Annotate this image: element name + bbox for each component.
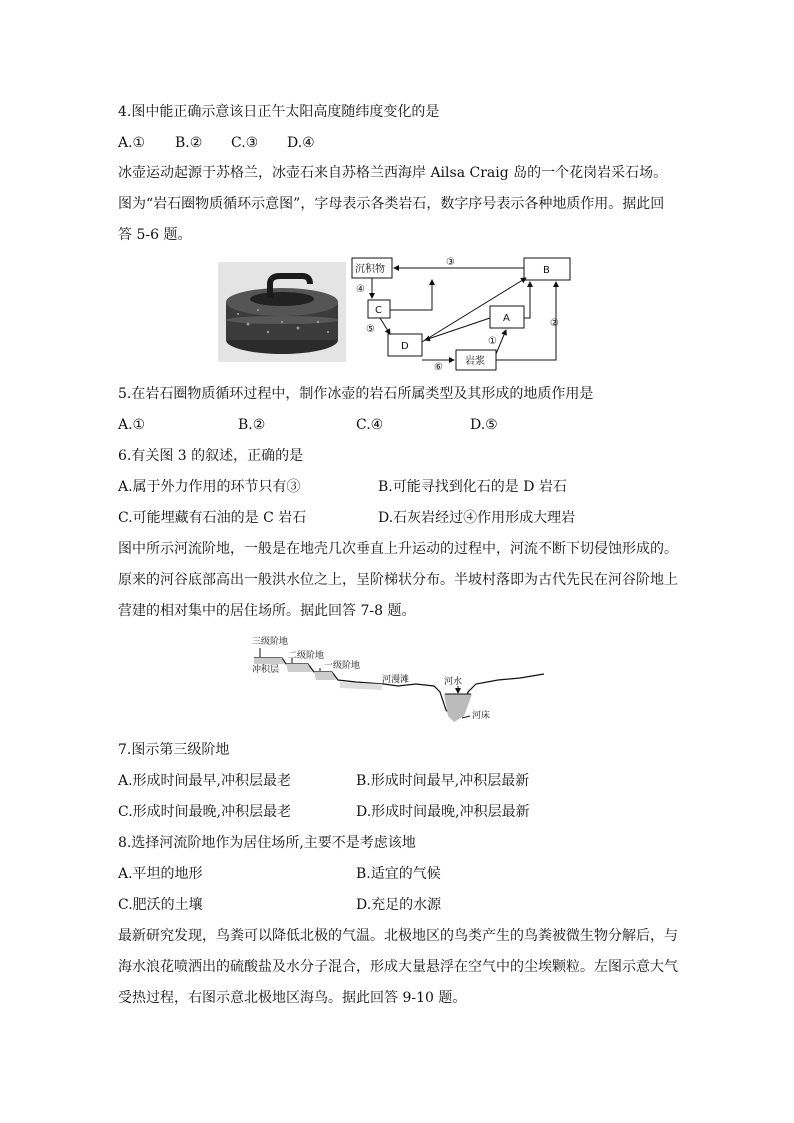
- intro-5-6: 冰壶运动起源于苏格兰，冰壶石来自苏格兰西海岸 Ailsa Craig 岛的一个花岗岩采石场。图为“岩石圈物质循环示意图”，字母表示各类岩石，数字序号表示各种地质作用。据此回答 5-6 题。: [118, 165, 668, 243]
- q8-stem: 8.选择河流阶地作为居住场所,主要不是考虑该地: [118, 835, 416, 851]
- q7-option-d: D.形成时间最晚,冲积层最新: [356, 804, 530, 820]
- label-sediment: 沉积物: [355, 264, 385, 275]
- label-terrace-2: 二级阶地: [288, 651, 325, 661]
- label-c: C: [375, 305, 382, 316]
- label-a: A: [503, 313, 510, 324]
- curling-stone-image: [218, 262, 346, 362]
- river-terrace-diagram: [248, 632, 548, 732]
- label-water: 河水: [444, 677, 463, 687]
- label-n6: ⑥: [434, 362, 443, 372]
- q5-option-a: A.①: [118, 417, 146, 433]
- label-b: B: [543, 265, 550, 276]
- label-d: D: [401, 341, 409, 352]
- q8-option-c: C.肥沃的土壤: [118, 897, 203, 913]
- q7-option-c: C.形成时间最晚,冲积层最老: [118, 804, 292, 820]
- label-n3: ③: [446, 257, 455, 268]
- intro-7-8: 图中所示河流阶地，一般是在地壳几次垂直上升运动的过程中，河流不断下切侵蚀形成的。原来的河谷底部高出一般洪水位之上，呈阶梯状分布。半坡村落即为古代先民在河谷阶地上营建的相对集中的居住场所。据此回答 7-8 题。: [118, 541, 678, 619]
- q6-option-a: A.属于外力作用的环节只有③: [118, 479, 301, 495]
- label-magma: 岩浆: [465, 356, 485, 367]
- q6-option-c: C.可能埋藏有石油的是 C 岩石: [118, 510, 307, 526]
- label-alluvium: 冲积层: [252, 665, 280, 675]
- intro-9-10: 最新研究发现，鸟粪可以降低北极的气温。北极地区的鸟类产生的鸟粪被微生物分解后，与海水浪花喷洒出的硫酸盐及水分子混合，形成大量悬浮在空气中的尘埃颗粒。左图示意大气受热过程，右图示意北极地区海鸟。据此回答 9-10 题。: [118, 928, 678, 1006]
- q7-option-a: A.形成时间最早,冲积层最老: [118, 773, 292, 789]
- q5-option-d: D.⑤: [470, 417, 498, 433]
- label-terrace-1: 一级阶地: [324, 661, 361, 671]
- q6-stem: 6.有关图 3 的叙述，正确的是: [118, 448, 304, 464]
- label-bed: 河床: [472, 711, 491, 721]
- q5-option-c: C.④: [356, 417, 384, 433]
- q5-option-b: B.②: [238, 417, 266, 433]
- q6-option-b: B.可能寻找到化石的是 D 岩石: [378, 479, 567, 495]
- q7-stem: 7.图示第三级阶地: [118, 742, 230, 758]
- label-n5: ⑤: [366, 324, 375, 335]
- label-n4: ④: [356, 284, 365, 295]
- q4-option-b: B.②: [175, 135, 203, 151]
- q8-option-d: D.充足的水源: [356, 897, 442, 913]
- label-floodplain: 河漫滩: [382, 675, 410, 685]
- q6-option-d: D.石灰岩经过④作用形成大理岩: [378, 510, 576, 526]
- q4-option-c: C.③: [231, 135, 259, 151]
- label-n1: ①: [488, 336, 497, 347]
- q4-option-a: A.①: [118, 135, 146, 151]
- q8-option-b: B.适宜的气候: [356, 866, 441, 882]
- q4-option-d: D.④: [287, 135, 315, 151]
- q5-stem: 5.在岩石圈物质循环过程中，制作冰壶的岩石所属类型及其形成的地质作用是: [118, 386, 594, 402]
- rock-cycle-diagram: [350, 252, 580, 372]
- q7-option-b: B.形成时间最早,冲积层最新: [356, 773, 530, 789]
- q4-stem: 4.图中能正确示意该日正午太阳高度随纬度变化的是: [118, 104, 440, 120]
- q8-option-a: A.平坦的地形: [118, 866, 203, 882]
- label-terrace-3: 三级阶地: [252, 637, 289, 647]
- label-n2: ②: [550, 318, 559, 329]
